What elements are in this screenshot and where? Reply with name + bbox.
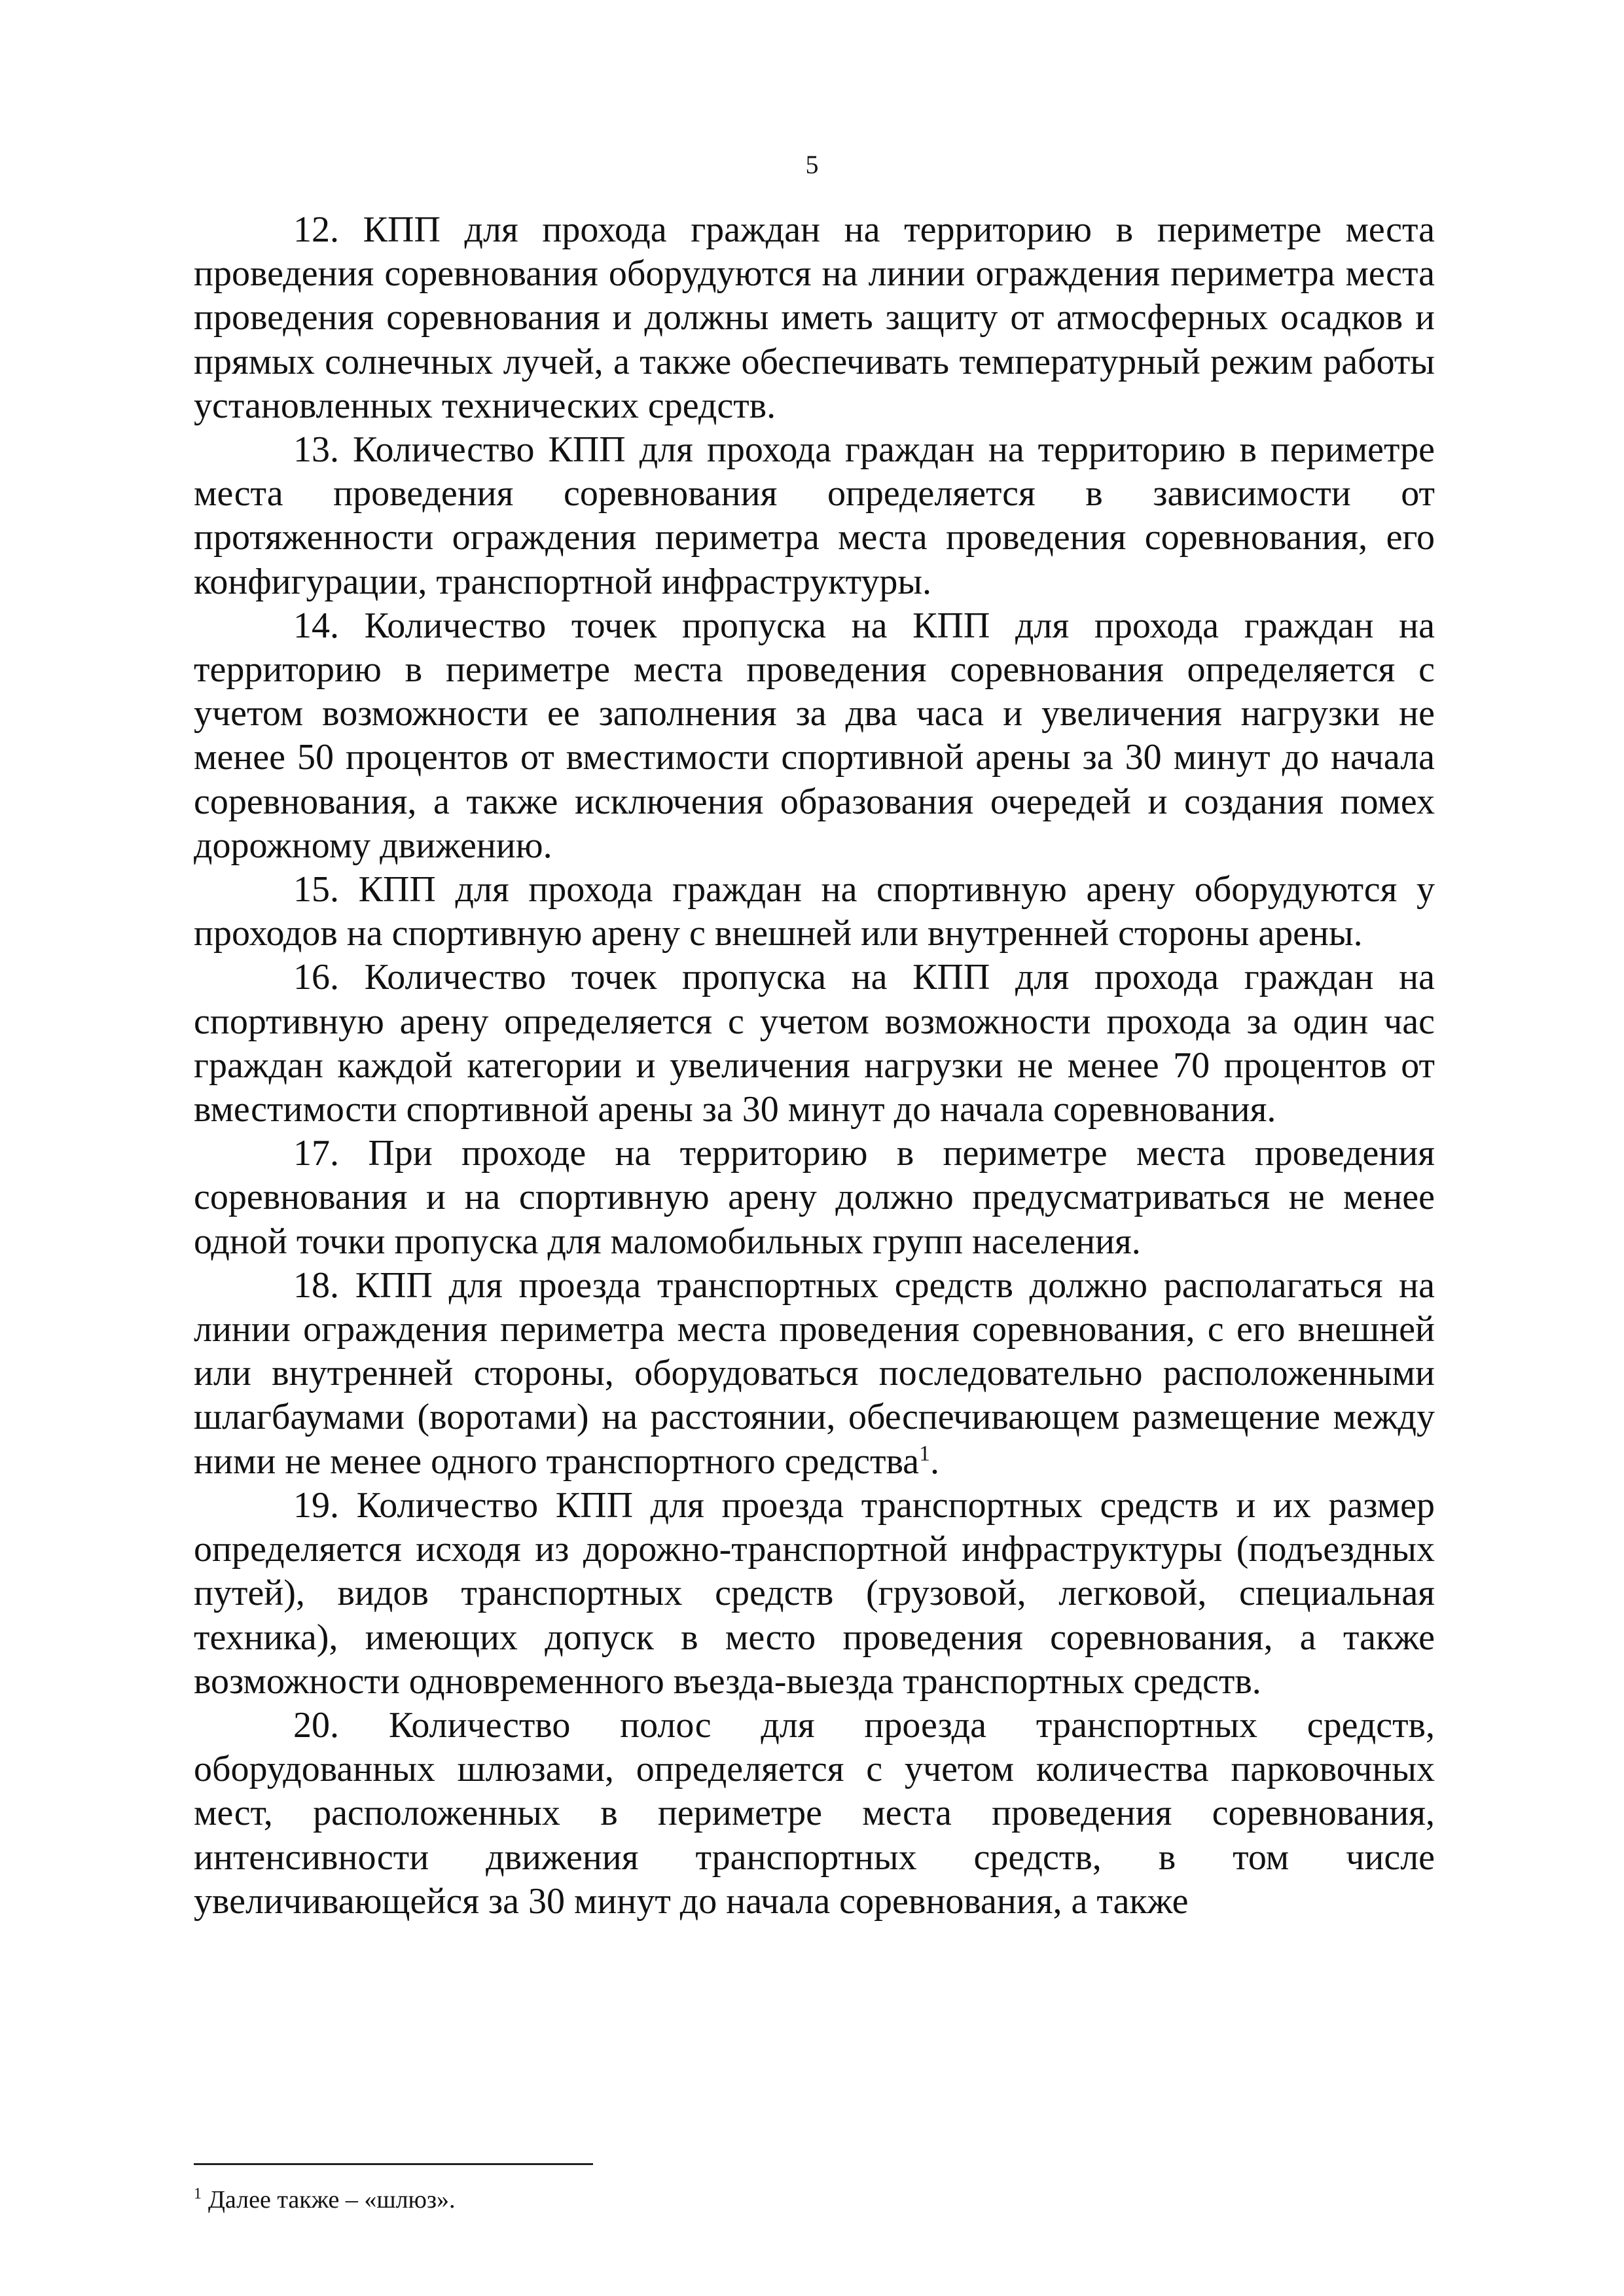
paragraph-text: Количество КПП для прохода граждан на территорию в периметре места проведения соревнования определяется в зависимости от протяженности ограждения периметра места проведения соревнования, его конфигурации, транспортной инфраструктуры. — [194, 429, 1435, 602]
paragraph-text: Количество точек пропуска на КПП для прохода граждан на спортивную арену определяется с учетом возможности прохода за один час граждан каждой категории и увеличения нагрузки не менее 70 процентов от вместимости спортивной арены за 30 минут до начала соревнования. — [194, 957, 1435, 1130]
paragraph-16 — [194, 956, 1435, 1132]
footnote-reference[interactable]: 1 — [919, 1441, 930, 1466]
footnote — [194, 2185, 1435, 2215]
footnote-marker: 1 — [194, 2185, 202, 2203]
paragraph-number: 20. — [293, 1704, 339, 1746]
paragraph-text: При проходе на территорию в периметре места проведения соревнования и на спортивную арену должно предусматриваться не менее одной точки пропуска для маломобильных групп населения. — [194, 1133, 1435, 1262]
paragraph-text: Количество точек пропуска на КПП для прохода граждан на территорию в периметре места проведения соревнования определяется с учетом возможности ее заполнения за два часа и увеличения нагрузки не менее 50 процентов от вместимости спортивной арены за 30 минут до начала соревнования, а также исключения образования очередей и создания помех дорожному движению. — [194, 605, 1435, 866]
document-body — [194, 208, 1435, 1924]
paragraph-text: КПП для прохода граждан на территорию в периметре места проведения соревнования оборудуются на линии ограждения периметра места проведения соревнования и должны иметь защиту от атмосферных осадков и прямых солнечных лучей, а также обеспечивать температурный режим работы установленных технических средств. — [194, 209, 1435, 426]
paragraph-15 — [194, 868, 1435, 956]
footnote-text: Далее также – «шлюз». — [208, 2186, 456, 2214]
paragraph-number: 13. — [293, 429, 339, 471]
paragraph-13 — [194, 428, 1435, 604]
paragraph-number: 18. — [293, 1265, 339, 1306]
paragraph-19 — [194, 1484, 1435, 1704]
paragraph-14 — [194, 604, 1435, 868]
paragraph-number: 19. — [293, 1484, 339, 1526]
page-number: 5 — [805, 150, 819, 179]
paragraph-12 — [194, 208, 1435, 428]
paragraph-17 — [194, 1132, 1435, 1264]
paragraph-number: 17. — [293, 1133, 339, 1174]
paragraph-text: КПП для прохода граждан на спортивную арену оборудуются у проходов на спортивную арену с внешней или внутренней стороны арены. — [194, 869, 1435, 954]
paragraph-text-tail: . — [930, 1441, 939, 1482]
paragraph-18 — [194, 1264, 1435, 1484]
footnote-separator — [194, 2163, 593, 2165]
paragraph-text: КПП для проезда транспортных средств должно располагаться на линии ограждения периметра места проведения соревнования, с его внешней или внутренней стороны, оборудоваться последовательно расположенными шлагбаумами (воротами) на расстоянии, обеспечивающем размещение между ними не менее одного транспортного средства — [194, 1265, 1435, 1482]
paragraph-number: 16. — [293, 957, 339, 998]
paragraph-number: 14. — [293, 605, 339, 646]
paragraph-20 — [194, 1704, 1435, 1924]
paragraph-number: 12. — [293, 209, 339, 250]
paragraph-text: Количество КПП для проезда транспортных средств и их размер определяется исходя из дорожно-транспортной инфраструктуры (подъездных путей), видов транспортных средств (грузовой, легковой, специальная техника), имеющих допуск в место проведения соревнования, а также возможности одновременного въезда-выезда транспортных средств. — [194, 1484, 1435, 1702]
paragraph-text: Количество полос для проезда транспортных средств, оборудованных шлюзами, определяется с учетом количества парковочных мест, расположенных в периметре места проведения соревнования, интенсивности движения транспортных средств, в том числе увеличивающейся за 30 минут до начала соревнования, а также — [194, 1704, 1435, 1922]
paragraph-number: 15. — [293, 869, 339, 910]
